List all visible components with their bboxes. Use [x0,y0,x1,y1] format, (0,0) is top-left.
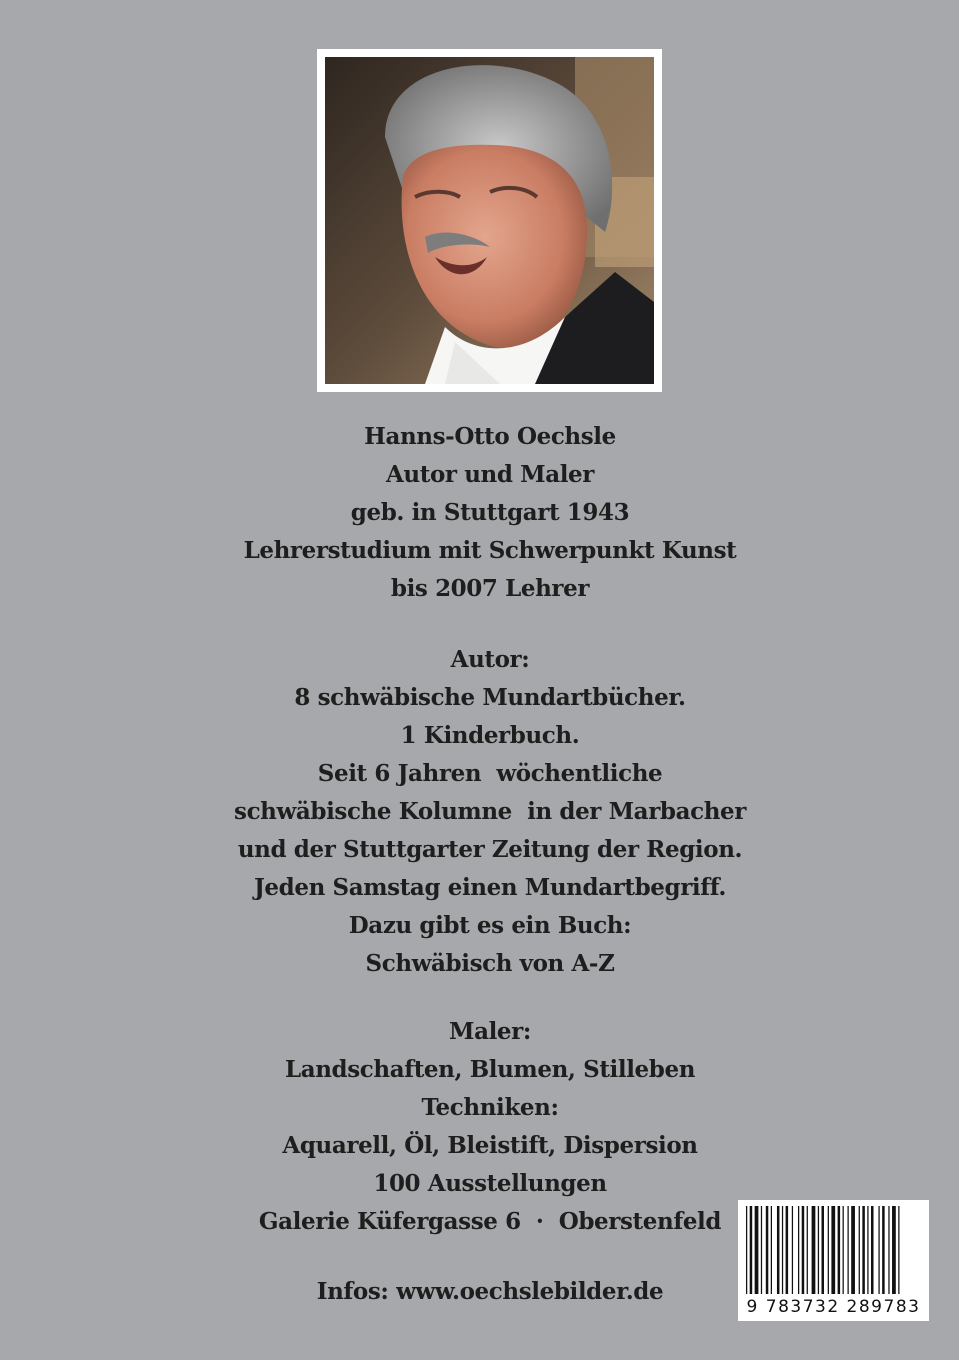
painter-line: 100 Ausstellungen [373,1170,607,1197]
barcode-icon [744,1206,923,1294]
barcode-bar [848,1206,849,1294]
author-line: Dazu gibt es ein Buch: [348,912,632,939]
author-line: Seit 6 Jahren wöchentliche [317,760,663,787]
painter-heading: Maler: [449,1018,531,1045]
barcode-bar [771,1206,772,1294]
barcode-bar [843,1206,844,1294]
barcode-bar [859,1206,860,1294]
author-line: 1 Kinderbuch. [400,722,580,749]
barcode-bar [802,1206,805,1294]
barcode-bar [812,1206,816,1294]
author-line: Jeden Samstag einen Mundartbegriff. [253,874,727,901]
barcode-bar [746,1206,747,1294]
author-line: 8 schwäbische Mundartbücher. [294,684,686,711]
barcode-bar [822,1206,825,1294]
author-line: schwäbische Kolumne in der Marbacher [234,798,746,825]
isbn-barcode [738,1200,929,1321]
author-line: und der Stuttgarter Zeitung der Region. [237,836,743,863]
barcode-bar [878,1206,879,1294]
barcode-bar [786,1206,789,1294]
techniques-heading: Techniken: [421,1094,559,1121]
portrait-illustration [325,57,654,384]
barcode-bar [828,1206,829,1294]
author-line: Schwäbisch von A-Z [365,950,615,977]
barcode-bar [782,1206,783,1294]
barcode-bar [755,1206,759,1294]
barcode-bar [871,1206,874,1294]
author-education: Lehrerstudium mit Schwerpunkt Kunst [243,537,737,564]
barcode-bar [761,1206,762,1294]
barcode-bar [777,1206,780,1294]
author-heading: Autor: [450,646,530,673]
author-career: bis 2007 Lehrer [390,575,590,602]
author-profession: Autor und Maler [385,461,595,488]
painter-line: Aquarell, Öl, Bleistift, Dispersion [282,1132,698,1159]
author-portrait-photo [325,57,654,384]
barcode-bar [792,1206,793,1294]
bio-section [0,418,959,608]
barcode-bar [888,1206,889,1294]
barcode-bar [882,1206,885,1294]
barcode-bar [750,1206,753,1294]
author-birth: geb. in Stuttgart 1943 [350,499,630,526]
author-name: Hanns-Otto Oechsle [364,423,616,450]
painter-line: Landschaften, Blumen, Stilleben [284,1056,696,1083]
barcode-bar [838,1206,841,1294]
barcode-bar [867,1206,868,1294]
barcode-bar [862,1206,865,1294]
barcode-bar [851,1206,855,1294]
barcode-bar [807,1206,808,1294]
author-works-section [0,641,959,983]
barcode-bar [898,1206,899,1294]
isbn-digits: 9 783732 289783 [746,1297,921,1317]
barcode-bar [831,1206,835,1294]
author-photo-frame [317,49,662,392]
barcode-bar [892,1206,896,1294]
gallery-address: Galerie Küfergasse 6 · Oberstenfeld [258,1208,722,1235]
barcode-bar [798,1206,799,1294]
barcode-bar [766,1206,769,1294]
barcode-bar [818,1206,819,1294]
website-info: Infos: www.oechslebilder.de [316,1278,664,1305]
